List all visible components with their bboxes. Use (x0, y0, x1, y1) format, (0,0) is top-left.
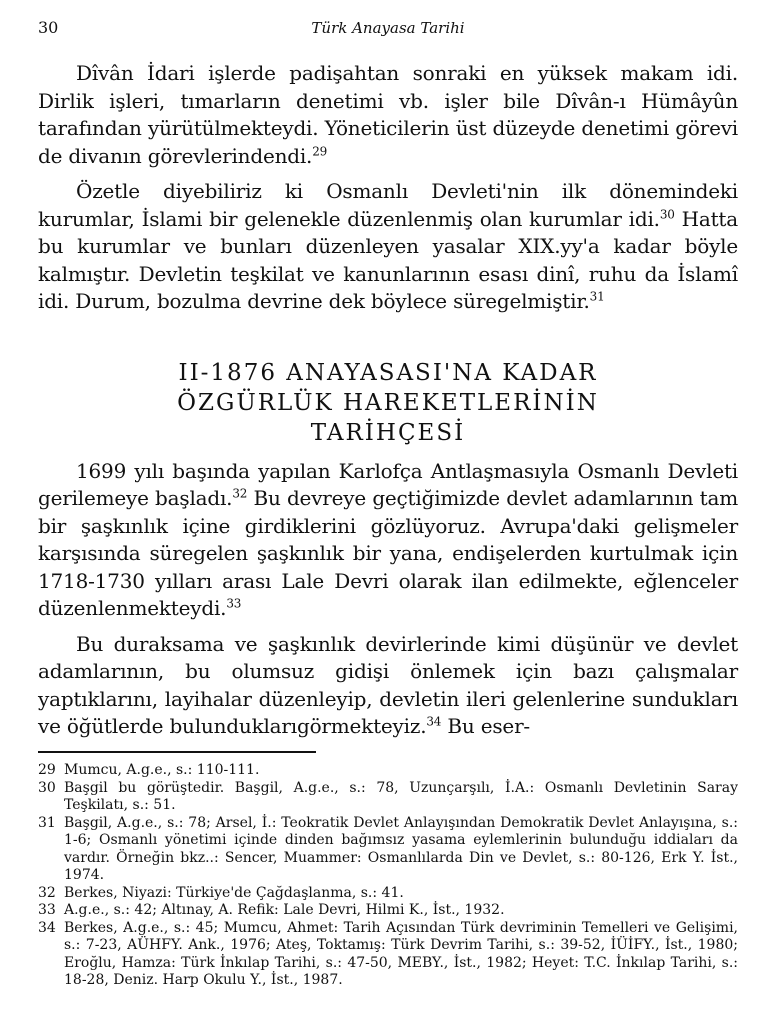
paragraph (38, 178, 738, 316)
section-heading (38, 358, 738, 448)
footnote-number: 31 (38, 814, 56, 831)
footnotes (38, 762, 738, 990)
paragraph-text: Bu eser- (441, 714, 530, 738)
heading-line: TARİHÇESİ (310, 419, 466, 446)
footnote-text: Başgil bu görüştedir. Başgil, A.g.e., s.: 78, Uzunçarşılı, İ.A.: Osmanlı Devletinin Saray Teşkilatı, s.: 51. (64, 779, 738, 813)
footnote-ref: 30 (659, 206, 675, 221)
paragraph (38, 631, 738, 741)
paragraph-text: Bu duraksama ve şaşkınlık devirlerinde kimi düşünür ve devlet adamlarının, bu olumsuz gidişi önlemek için bazı çalışmalar yaptıklarını, layihalar düzenleyip, devletin ileri gelenlerine sundukları ve öğütlerde bulunduklarıgörmekteyiz. (38, 631, 738, 738)
footnote-text: Berkes, Niyazi: Türkiye'de Çağdaşlanma, s.: 41. (64, 884, 404, 901)
footnote-number: 32 (38, 884, 56, 901)
footnote-number: 30 (38, 779, 56, 796)
footnote-number: 33 (38, 902, 56, 918)
footnote (38, 762, 738, 780)
heading-line: ÖZGÜRLÜK HAREKETLERİNİN (177, 389, 599, 416)
footnote-text: Berkes, A.g.e., s.: 45; Mumcu, Ahmet: Tarih Açısından Türk devriminin Temelleri ve Gelişimi, s.: 7-23, AÜHFY. Ank., 1976; Ateş, Toktamış: Türk Devrim Tarihi, s.: 39-52, İÜİFY., İst., 1980; Eroğlu, Hamza: Türk İnkılap Tarihi, s.: 47-50, MEBY., İst., 1982; Heyet: T.C. İnkılap Tarihi, s.: 18-28, Deniz. Harp Okulu Y., İst., 1987. (64, 919, 738, 988)
paragraph (38, 60, 738, 170)
body-text (38, 60, 738, 749)
footnote-number: 34 (38, 919, 56, 936)
footnote (38, 780, 738, 815)
footnote (38, 902, 738, 920)
paragraph-text: Özetle diyebiliriz ki Osmanlı Devleti'nin ilk dönemindeki kurumlar, İslami bir gelenekle düzenlenmiş olan kurumlar idi. (38, 179, 738, 231)
footnote-ref: 29 (312, 143, 328, 158)
footnote-text: A.g.e., s.: 42; Altınay, A. Refik: Lale Devri, Hilmi K., İst., 1932. (64, 902, 505, 918)
book-page (38, 0, 738, 1024)
footnote-ref: 31 (589, 289, 605, 304)
footnote (38, 920, 738, 990)
page-number: 30 (38, 18, 59, 37)
footnote-text: Başgil, A.g.e., s.: 78; Arsel, İ.: Teokratik Devlet Anlayışından Demokratik Devlet Anlayışına, s.: 1-6; Osmanlı yönetimi içinde dinden bağımsız yasama eylemlerinin bulunduğu iddiaları da vardır. Örneğin bkz..: Sencer, Muammer: Osmanlılarda Din ve Devlet, s.: 80-126, Erk Y. İst., 1974. (64, 814, 738, 883)
paragraph-text: Hatta bu kurumlar ve bunları düzenleyen yasalar XIX.yy'a kadar böyle kalmıştır. Devletin teşkilat ve kanunlarının esası dinî, ruhu da İslamî idi. Durum, bozulma devrine dek böylece süregelmiştir. (38, 206, 738, 313)
paragraph-text: Bu devreye geçtiğimizde devlet adamlarının tam bir şaşkınlık içine girdiklerini gözlüyoruz. Avrupa'daki gelişmeler karşısında süregelen şaşkınlık bir yana, endişelerden kurtulmak için 1718-1730 yılları arası Lale Devri olarak ilan edilmekte, eğlenceler düzenlenmekteydi. (38, 486, 738, 620)
footnote-text: Mumcu, A.g.e., s.: 110-111. (64, 762, 260, 778)
paragraph-text: Dîvân İdari işlerde padişahtan sonraki en yüksek makam idi. Dirlik işleri, tımarların denetimi vb. işler bile Dîvân-ı Hümâyûn tarafından yürütülmekteydi. Yöneticilerin üst düzeyde denetimi görevi de divanın görevlerindendi. (38, 61, 738, 168)
running-title: Türk Anayasa Tarihi (311, 19, 465, 37)
footnote (38, 815, 738, 885)
paragraph-text: 1699 yılı başında yapılan Karlofça Antlaşmasıyla Osmanlı Devleti gerilemeye başladı. (38, 458, 738, 510)
heading-line: II-1876 ANAYASASI'NA KADAR (178, 359, 598, 386)
footnote-ref: 33 (226, 596, 242, 611)
footnote-ref: 34 (426, 714, 442, 729)
footnote-divider (38, 751, 316, 753)
footnote-ref: 32 (232, 486, 248, 501)
footnote (38, 885, 738, 903)
page-header (38, 12, 738, 40)
footnote-number: 29 (38, 762, 56, 778)
paragraph (38, 458, 738, 623)
